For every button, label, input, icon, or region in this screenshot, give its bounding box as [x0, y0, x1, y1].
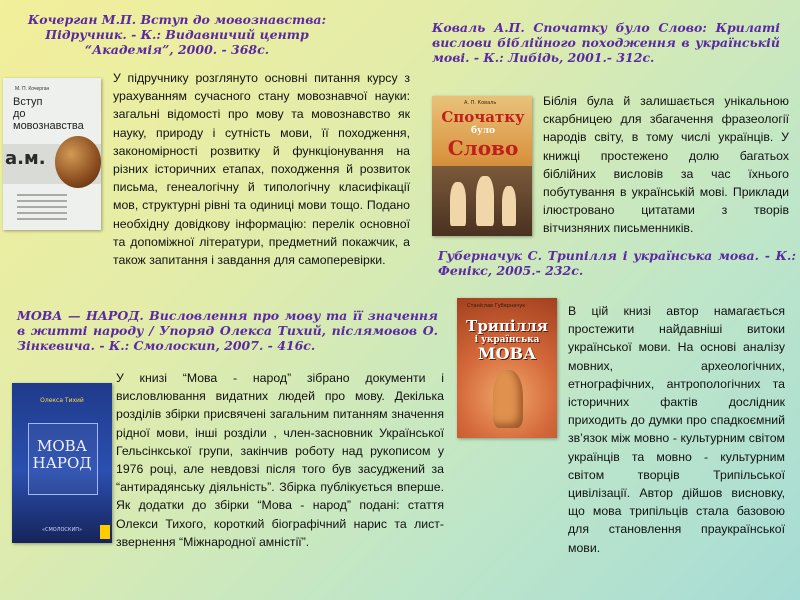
book2-cover-title-line3: Слово [447, 136, 519, 160]
book1-description: У підручнику розглянуто основні питання курсу з урахуванням сучасного стану мовознавчої науки: загальні відомості про мову та мовознавство як науку, природу і сутність мови, її походження, закономірності розвитку й функціонування на різних історичних етапах, походження й розвиток письма, генеалогічну й типологічну класифікації мов, структурні рівні та одиниці мови тощо. Подано необхідну довідкову інформацію: перелік основної та допоміжної літератури, предметний покажчик, а також запитання і завдання для самоперевірки. [113, 71, 410, 268]
book4-cover-title [12, 438, 112, 472]
book4-cover-publisher: «СМОЛОСКИП» [41, 527, 83, 533]
book2-description: Біблія була й залишається унікальною скарбницею для збагачення фразеології народів світу, в тому числі українців. У книжці простежено долю багатьох біблійних висловів за час їхнього побутування в українській мові. Приклади ілюстровано цитатами з творів вітчизняних письменників. [543, 94, 789, 236]
book1-cover-author: М. П. Кочерган [15, 86, 50, 92]
book1-cover-title [13, 96, 84, 132]
book3-title: Губерначук С. Трипілля і українська мова. - К.: Фенікс, 2005.- 232с. [438, 248, 796, 278]
book3-cover-title [457, 317, 557, 363]
book4-cover-image [12, 383, 112, 543]
book4-description: У книзі “Мова - народ” зібрано документи і висловлювання видатних людей про мову. Декілька розділів збірки присвячені загальним питанням значення рідної мови, інші розділи , член-засновник Української Гельсінкської групи, закінчив роботу над рукописом у 1976 році, але невдовзі після того був засуджений за “антирадянську діяльність”. Збірка публікується вперше. Як додатки до збірки “Мова - народ” подані: стаття Олекси Тихого, короткий біографічний нарис та лист-звернення “Міжнародної амністії”. [116, 371, 444, 549]
book1-cover-title-line2: до [13, 108, 26, 120]
book1-title: Кочерган М.П. Вступ до мовознавства: Підручник. - К.: Видавничий центр “Академія”, 2000. - 368с. [27, 12, 327, 57]
book1-cover-image [3, 78, 101, 230]
book1-cover-mark: а.м. [5, 148, 46, 169]
figurine-icon [493, 370, 523, 428]
book2-cover-title-line1: Спочатку [441, 108, 525, 126]
book3-cover-image [457, 298, 557, 438]
book2-cover-figure [450, 182, 466, 226]
book2-cover-figure [502, 186, 516, 226]
book3-description: В цій книзі автор намагається простежити найдавніші витоки української мови. На основі аналізу мовних, археологічних, етнографічних, антропологічних та історичних фактів дослідник приходить до думки про спадкоємний зв’язок між мовно - культурним світом українців та мовно - культурним світом творців Трипільської цивілізації. Автор дійшов висновку, що мова трипільців стала базовою для становлення праукраїнської мови. [568, 304, 785, 555]
book2-cover-image [432, 96, 532, 236]
book2-cover-title-line2: було [470, 126, 496, 136]
book2-cover-figure [476, 176, 494, 226]
book1-cover-title-line3: мовознавства [13, 120, 84, 132]
book4-title: МОВА — НАРОД. Висловлення про мову та її значення в житті народу / Упоряд Олекса Тихий, післямовов О. Зінкевича. - К.: Смолоскип, 2007. - 416с. [17, 308, 438, 353]
globe-icon [55, 136, 101, 188]
book2-cover-title [440, 110, 526, 158]
book4-cover-title-line1: МОВА [36, 437, 88, 455]
book3-cover-title-line2: і українська [474, 335, 540, 345]
book4-cover-author: Олекса Тихий [40, 397, 84, 404]
book3-cover-title-line1: Трипілля [466, 317, 548, 335]
book3-cover-title-line3: МОВА [477, 344, 537, 363]
book1-cover-lines [17, 190, 67, 224]
book4-cover-title-line2: НАРОД [32, 454, 92, 472]
book2-cover-author: А. П. Коваль [464, 100, 497, 106]
publisher-badge-icon [100, 525, 110, 539]
book1-cover-title-line1: Вступ [13, 96, 43, 108]
book3-cover-author: Станіслав Губерначук [467, 303, 526, 309]
book2-title: Коваль А.П. Спочатку було Слово: Крилаті вислови біблійного походження в українській мові. - К.: Либідь, 2001.- 312с. [432, 20, 780, 65]
